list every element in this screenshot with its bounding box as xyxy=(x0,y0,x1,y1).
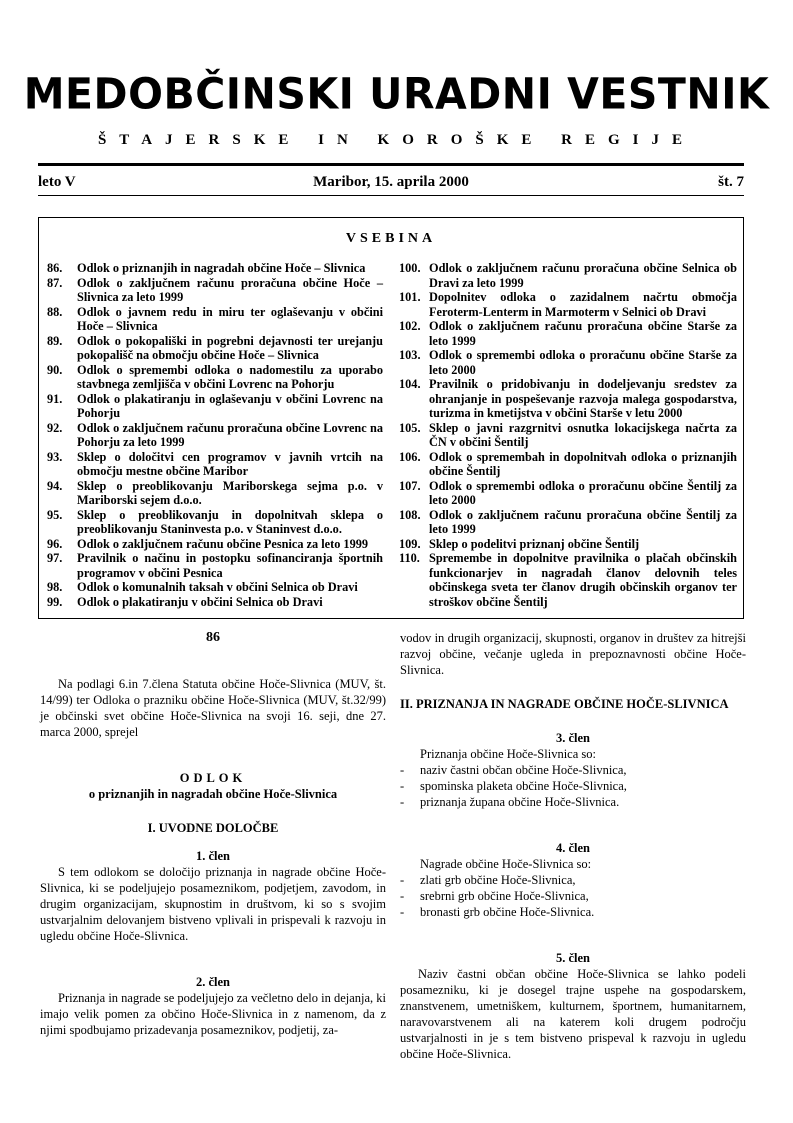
toc-item xyxy=(47,580,383,595)
toc-item-number: 105. xyxy=(399,420,421,435)
list-item: - priznanja župana občine Hoče-Slivnica. xyxy=(400,794,746,810)
toc-item-text: Pravilnik o pridobivanju in dodeljevanju sredstev za ohranjanje in pospeševanje razvoja malega gospodarstva, turizma in kmetijstva v občini Starše v letu 2000 xyxy=(429,377,737,420)
toc-item-text: Odlok o spremembi odloka o proračunu občine Šentilj za leto 2000 xyxy=(429,478,737,507)
toc-item xyxy=(47,305,383,334)
chapter-heading-2: II. PRIZNANJA IN NAGRADE OBČINE HOČE-SLIVNICA xyxy=(400,697,729,711)
toc-item-text: Odlok o zaključnem računu proračuna občine Lovrenc na Pohorju za leto 1999 xyxy=(77,420,383,449)
toc-item xyxy=(47,450,383,479)
article-2-text-continued: vodov in drugih organizacij, skupnosti, organov in društev za hitrejši razvoj občine, večanje ugleda in prepoznavnosti občine Hoče-Slivnica. xyxy=(400,631,746,677)
toc-item xyxy=(47,595,383,610)
list-item: - zlati grb občine Hoče-Slivnica, xyxy=(400,872,746,888)
toc-item-number: 109. xyxy=(399,536,421,551)
toc-item-number: 110. xyxy=(399,551,420,565)
toc-item-number: 99. xyxy=(47,594,63,609)
toc-item-text: Odlok o pokopališki in pogrebni dejavnosti ter urejanju pokopališč na območju občine Hoče – Slivnica xyxy=(77,333,383,362)
article-2-text: Priznanja in nagrade se podeljujejo za večletno delo in dejanja, ki imajo velik pomen za občino Hoče-Slivnica in z namenom, da z njimi spodbujamo prizadevanja posameznikov, podjetij, za- xyxy=(40,991,386,1037)
issue-info-row xyxy=(38,174,744,192)
toc-item xyxy=(47,537,383,552)
place-date: Maribor, 15. aprila 2000 xyxy=(313,174,469,190)
article-3-list xyxy=(400,762,746,810)
toc-item-text: Odlok o zaključnem računu občine Pesnica za leto 1999 xyxy=(77,536,369,551)
toc-item-number: 102. xyxy=(399,319,421,333)
list-item: - naziv častni občan občine Hoče-Slivnica, xyxy=(400,762,746,778)
toc-item-number: 94. xyxy=(47,478,63,493)
toc-item-text: Odlok o zaključnem računu proračuna občine Starše za leto 1999 xyxy=(429,319,737,348)
header-rule-bottom xyxy=(38,195,744,196)
toc-item-number: 89. xyxy=(47,333,63,348)
article-4-list xyxy=(400,872,746,920)
toc-item xyxy=(47,551,383,580)
toc-item-text: Odlok o plakatiranju in oglaševanju v občini Lovrenc na Pohorju xyxy=(77,391,383,420)
document-number: 86 xyxy=(206,630,220,645)
toc-item xyxy=(47,363,383,392)
toc-item-number: 90. xyxy=(47,362,63,377)
article-1-title: 1. člen xyxy=(195,849,231,863)
toc-item-text: Sklep o določitvi cen programov v javnih vrtcih na območju mestne občine Maribor xyxy=(77,449,383,478)
toc-item xyxy=(47,392,383,421)
toc-item-number: 96. xyxy=(47,536,63,551)
toc-item xyxy=(399,479,737,508)
toc-item xyxy=(47,276,383,305)
toc-title: VSEBINA xyxy=(345,231,437,246)
toc-item-text: Odlok o zaključnem računu proračuna občine Šentilj za leto 1999 xyxy=(429,507,737,536)
toc-item-text: Odlok o javnem redu in miru ter oglaševanju v občini Hoče – Slivnica xyxy=(77,304,383,333)
toc-item-number: 95. xyxy=(47,507,63,522)
article-5-title: 5. člen xyxy=(555,951,591,965)
toc-item xyxy=(47,421,383,450)
issue-number: št. 7 xyxy=(718,174,744,190)
year-label: leto V xyxy=(38,174,76,190)
list-item: - srebrni grb občine Hoče-Slivnica, xyxy=(400,888,746,904)
toc-item-number: 107. xyxy=(399,478,421,493)
toc-item xyxy=(47,261,383,276)
toc-item-text: Odlok o spremembi odloka o proračunu občine Starše za leto 2000 xyxy=(429,348,737,377)
masthead-title: MEDOBČINSKI URADNI VESTNIK xyxy=(23,68,770,120)
toc-item xyxy=(399,537,737,552)
toc-item-text: Odlok o spremembah in dopolnitvah odloka o priznanjih občine Šentilj xyxy=(429,449,737,478)
toc-item-text: Odlok o zaključnem računu proračuna občine Hoče – Slivnica za leto 1999 xyxy=(77,275,383,304)
article-1-text: S tem odlokom se določijo priznanja in nagrade občine Hoče-Slivnica, ki se podeljujejo posameznikom, podjetjem, zavodom, in drugim organizacijam, skupnostim in društvom, ki so s svojim ustvarjalnim delovanjem bistveno vplivali in prispevali k razvoju in ugledu občine Hoče-Slivnica. xyxy=(40,865,386,943)
document-type: ODLOK xyxy=(179,771,247,785)
toc-item xyxy=(399,421,737,450)
toc-item xyxy=(47,334,383,363)
toc-column-left xyxy=(47,261,383,609)
list-item: - bronasti grb občine Hoče-Slivnica. xyxy=(400,904,746,920)
article-3-title: 3. člen xyxy=(555,731,591,745)
toc-item-text: Sklep o preoblikovanju in dopolnitvah sklepa o preoblikovanju Staninvesta p.o. v Staninvest d.o.o. xyxy=(77,507,383,536)
toc-item xyxy=(399,261,737,290)
toc-item-text: Pravilnik o načinu in postopku sofinanciranja športnih programov v občini Pesnica xyxy=(77,551,383,580)
toc-item-text: Odlok o priznanjih in nagradah občine Hoče – Slivnica xyxy=(77,261,366,275)
article-4-title: 4. člen xyxy=(555,841,591,855)
toc-item-text: Odlok o komunalnih taksah v občini Selnica ob Dravi xyxy=(77,580,358,594)
toc-item-number: 91. xyxy=(47,391,63,406)
toc-item xyxy=(399,348,737,377)
toc-item-text: Sklep o podelitvi priznanj občine Šentilj xyxy=(429,536,640,551)
toc-item-number: 106. xyxy=(399,449,421,464)
body-column-right xyxy=(400,630,746,1062)
document-title: o priznanjih in nagradah občine Hoče-Slivnica xyxy=(88,787,338,801)
body-column-left xyxy=(40,630,386,1038)
toc-item-number: 98. xyxy=(47,580,63,594)
toc-item-text: Spremembe in dopolnitve pravilnika o plačah občinskih funkcionarjev in nagradah članov delovnih teles občinskega sveta ter članov drugih občinskih organov ter stroškov občine Šentilj xyxy=(429,551,737,609)
toc-item xyxy=(399,508,737,537)
masthead-subtitle: ŠTAJERSKE IN KOROŠKE REGIJE xyxy=(97,132,696,148)
toc-item xyxy=(399,290,737,319)
toc-item xyxy=(399,377,737,421)
toc-column-right xyxy=(399,261,737,609)
preamble: Na podlagi 6.in 7.člena Statuta občine Hoče-Slivnica (MUV, št. 14/99) ter Odloka o prazniku občine Hoče-Slivnica (MUV, št.32/99) je občinski svet občine Hoče-Slivnica na svoji 16. seji, dne 27. marca 2000, sprejel xyxy=(40,677,386,739)
toc-item-text: Odlok o spremembi odloka o nadomestilu za uporabo stavbnega zemljišča v občini Lovrenc na Pohorju xyxy=(77,362,383,391)
toc-item-text: Odlok o zaključnem računu proračuna občine Selnica ob Dravi za leto 1999 xyxy=(429,261,737,290)
toc-item-text: Sklep o preoblikovanju Mariborskega sejma p.o. v Mariborski sejem d.o.o. xyxy=(77,478,383,507)
toc-item xyxy=(47,508,383,537)
article-4-intro: Nagrade občine Hoče-Slivnica so: xyxy=(420,857,592,871)
chapter-heading-1: I. UVODNE DOLOČBE xyxy=(147,821,279,835)
toc-item-number: 103. xyxy=(399,348,421,362)
header-rule-top xyxy=(38,163,744,166)
article-5-text: Naziv častni občan občine Hoče-Slivnica se lahko podeli posamezniku, ki je dosegel trajne uspehe na gospodarskem, znanstvenem, umetniškem, kulturnem, športnem, humanitarnem, naravovarstvenem ali na katerem koli drugem področju ustvarjalnosti in je s tem bistveno prispeval k razvoju in ugledu občine Hoče-Slivnica. xyxy=(400,967,746,1061)
toc-item-number: 101. xyxy=(399,290,421,304)
toc-item xyxy=(399,551,737,609)
toc-item-number: 108. xyxy=(399,507,421,522)
toc-item-number: 87. xyxy=(47,275,63,290)
toc-item-text: Sklep o javni razgrnitvi osnutka lokacijskega načrta za ČN v občini Šentilj xyxy=(429,420,737,449)
toc-item xyxy=(47,479,383,508)
toc-item-number: 93. xyxy=(47,449,63,464)
toc-item-text: Dopolnitev odloka o zazidalnem načrtu območja Feroterm-Lenterm in Marmoterm v Selnici ob Dravi xyxy=(429,290,737,319)
toc-item xyxy=(399,450,737,479)
toc-item-number: 88. xyxy=(47,304,63,319)
toc-item xyxy=(399,319,737,348)
toc-item-number: 86. xyxy=(47,261,63,275)
table-of-contents xyxy=(38,217,744,619)
article-3-intro: Priznanja občine Hoče-Slivnica so: xyxy=(420,747,596,761)
toc-item-text: Odlok o plakatiranju v občini Selnica ob Dravi xyxy=(77,594,323,609)
toc-item-number: 97. xyxy=(47,551,63,565)
toc-item-number: 92. xyxy=(47,420,63,435)
list-item: - spominska plaketa občine Hoče-Slivnica, xyxy=(400,778,746,794)
toc-item-number: 104. xyxy=(399,377,421,391)
toc-item-number: 100. xyxy=(399,261,421,275)
article-2-title: 2. člen xyxy=(195,975,231,989)
